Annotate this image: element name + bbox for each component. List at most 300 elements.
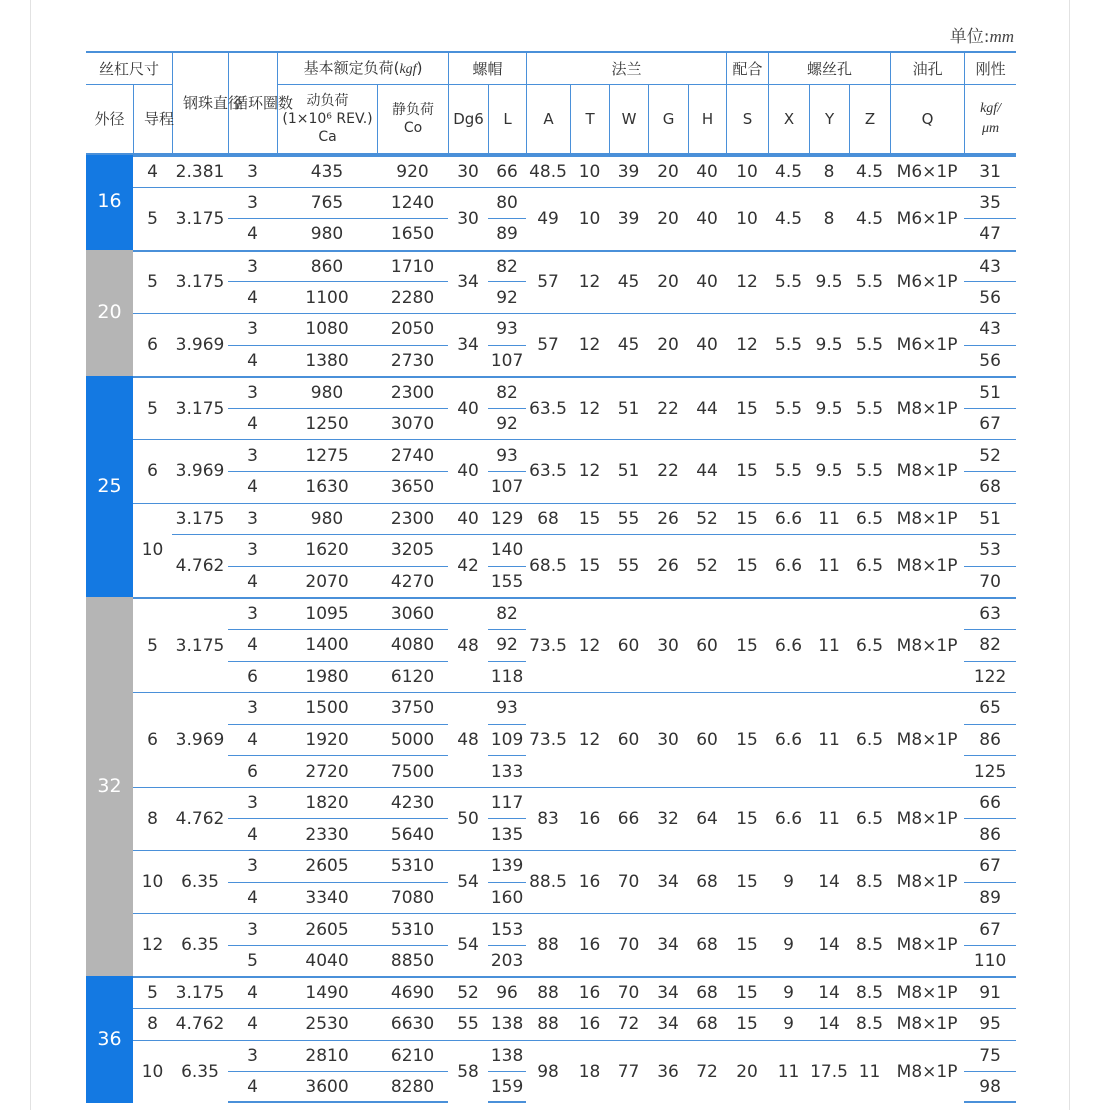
dynamic-load-cell: 3340 [277, 882, 377, 914]
dim-g-cell: 32 [648, 787, 688, 850]
nut-length-cell: 107 [488, 345, 526, 377]
rigidity-cell: 35 [964, 187, 1016, 219]
dim-g-cell: 30 [648, 597, 688, 692]
dim-a-cell: 68 [526, 503, 570, 535]
table-row [86, 850, 1016, 882]
circuits-cell: 3 [228, 1040, 277, 1072]
dynamic-load-cell: 860 [277, 250, 377, 282]
dim-g-cell: 36 [648, 1040, 688, 1103]
dynamic-load-cell: 2720 [277, 755, 377, 787]
load-rating-unit: kgf [399, 61, 417, 77]
circuits-cell: 4 [228, 345, 277, 377]
nut-length-cell: 160 [488, 882, 526, 914]
header-static-load [377, 85, 448, 155]
dim-q-cell: M8×1P [890, 376, 964, 439]
header-X: X [768, 85, 809, 155]
lead-cell: 5 [133, 376, 172, 439]
table-row [86, 976, 1016, 1008]
static-load-cell: 3070 [377, 408, 448, 440]
table-row [86, 313, 1016, 345]
rigidity-cell: 67 [964, 408, 1016, 440]
nut-length-cell: 129 [488, 503, 526, 535]
dim-x-cell: 6.6 [768, 503, 809, 535]
dim-t-cell: 16 [570, 1008, 609, 1040]
dynamic-load-cell: 980 [277, 503, 377, 535]
dim-h-cell: 40 [688, 187, 726, 250]
dim-y-cell: 14 [809, 913, 849, 976]
circuits-cell: 3 [228, 850, 277, 882]
dynamic-load-cell: 1275 [277, 439, 377, 471]
static-load-cell: 2300 [377, 503, 448, 535]
dim-q-cell: M6×1P [890, 313, 964, 376]
ball-dia-cell: 4.762 [172, 534, 228, 597]
dim-h-cell: 68 [688, 976, 726, 1008]
dim-y-cell: 9.5 [809, 313, 849, 376]
rigidity-cell: 98 [964, 1071, 1016, 1103]
dynamic-load-cell: 2605 [277, 850, 377, 882]
dim-z-cell: 6.5 [849, 503, 890, 535]
dim-t-cell: 12 [570, 597, 609, 692]
dim-w-cell: 70 [609, 976, 648, 1008]
nut-length-cell: 93 [488, 313, 526, 345]
ball-dia-cell: 6.35 [172, 850, 228, 913]
nut-length-cell: 96 [488, 976, 526, 1008]
dim-a-cell: 73.5 [526, 692, 570, 787]
dynamic-load-cell: 1095 [277, 597, 377, 629]
header-Q: Q [890, 85, 964, 155]
rigidity-unit-kgf: kgf/ [980, 101, 1002, 116]
header-T: T [570, 85, 609, 155]
dim-a-cell: 88 [526, 1008, 570, 1040]
nut-length-cell: 133 [488, 755, 526, 787]
dynamic-load-cell: 2070 [277, 566, 377, 598]
dg6-cell: 42 [448, 534, 488, 597]
dim-s-cell: 10 [726, 187, 768, 250]
nut-length-cell: 203 [488, 945, 526, 977]
dim-a-cell: 68.5 [526, 534, 570, 597]
dg6-cell: 30 [448, 155, 488, 187]
dim-y-cell: 9.5 [809, 250, 849, 313]
dim-x-cell: 6.6 [768, 692, 809, 787]
dim-x-cell: 5.5 [768, 376, 809, 439]
nut-length-cell: 92 [488, 408, 526, 440]
dim-a-cell: 48.5 [526, 155, 570, 187]
nut-length-cell: 82 [488, 376, 526, 408]
nut-length-cell: 82 [488, 250, 526, 282]
static-load-cell: 6630 [377, 1008, 448, 1040]
dim-y-cell: 14 [809, 976, 849, 1008]
circuits-cell: 6 [228, 661, 277, 693]
dim-a-cell: 88 [526, 976, 570, 1008]
dim-t-cell: 16 [570, 850, 609, 913]
dim-z-cell: 6.5 [849, 597, 890, 692]
dim-x-cell: 5.5 [768, 313, 809, 376]
dim-t-cell: 15 [570, 503, 609, 535]
dim-a-cell: 98 [526, 1040, 570, 1103]
dim-z-cell: 6.5 [849, 787, 890, 850]
rigidity-cell: 67 [964, 850, 1016, 882]
dim-w-cell: 72 [609, 1008, 648, 1040]
rigidity-cell: 89 [964, 882, 1016, 914]
rigidity-cell: 125 [964, 755, 1016, 787]
dim-h-cell: 60 [688, 597, 726, 692]
dim-s-cell: 15 [726, 376, 768, 439]
dim-w-cell: 39 [609, 187, 648, 250]
dim-s-cell: 15 [726, 787, 768, 850]
lead-cell: 5 [133, 250, 172, 313]
dim-a-cell: 83 [526, 787, 570, 850]
dim-y-cell: 17.5 [809, 1040, 849, 1103]
dynamic-load-cell: 1920 [277, 724, 377, 756]
header-dg6: Dg6 [448, 85, 488, 155]
dim-q-cell: M8×1P [890, 597, 964, 692]
dynamic-load-cell: 435 [277, 155, 377, 187]
dim-q-cell: M6×1P [890, 250, 964, 313]
circuits-cell: 4 [228, 882, 277, 914]
dim-x-cell: 4.5 [768, 155, 809, 187]
lead-cell: 12 [133, 913, 172, 976]
header-nut: 螺帽 [448, 53, 526, 85]
dim-x-cell: 5.5 [768, 439, 809, 502]
dim-t-cell: 12 [570, 250, 609, 313]
dim-t-cell: 12 [570, 313, 609, 376]
circuits-cell: 3 [228, 155, 277, 187]
rigidity-cell: 75 [964, 1040, 1016, 1072]
dim-t-cell: 16 [570, 976, 609, 1008]
dim-h-cell: 44 [688, 376, 726, 439]
static-load-cell: 5000 [377, 724, 448, 756]
load-rating-label: 基本额定负荷( [303, 58, 400, 77]
dim-z-cell: 8.5 [849, 976, 890, 1008]
dim-s-cell: 15 [726, 597, 768, 692]
dim-q-cell: M8×1P [890, 787, 964, 850]
dim-s-cell: 15 [726, 913, 768, 976]
dim-w-cell: 55 [609, 503, 648, 535]
ball-dia-cell: 3.175 [172, 376, 228, 439]
dynamic-load-cell: 980 [277, 376, 377, 408]
header-rigidity: 刚性 [964, 53, 1016, 85]
rigidity-cell: 43 [964, 250, 1016, 282]
ball-dia-cell: 6.35 [172, 913, 228, 976]
dim-z-cell: 5.5 [849, 376, 890, 439]
table-row [86, 913, 1016, 945]
dynamic-load-cell: 3600 [277, 1071, 377, 1103]
nut-length-cell: 93 [488, 692, 526, 724]
circuits-cell: 5 [228, 945, 277, 977]
rigidity-cell: 66 [964, 787, 1016, 819]
page-frame-left [30, 0, 31, 1110]
lead-cell: 6 [133, 313, 172, 376]
dim-w-cell: 77 [609, 1040, 648, 1103]
dim-q-cell: M8×1P [890, 850, 964, 913]
static-load-cell: 2730 [377, 345, 448, 377]
nut-length-cell: 92 [488, 281, 526, 313]
load-rating-suffix: ) [416, 58, 423, 77]
header-ball-dia: 钢珠直径 [172, 53, 228, 155]
nut-length-cell: 92 [488, 629, 526, 661]
nut-length-cell: 89 [488, 218, 526, 250]
dim-h-cell: 68 [688, 850, 726, 913]
nut-length-cell: 118 [488, 661, 526, 693]
dim-x-cell: 9 [768, 850, 809, 913]
dim-g-cell: 26 [648, 534, 688, 597]
dim-h-cell: 68 [688, 913, 726, 976]
nut-length-cell: 138 [488, 1008, 526, 1040]
static-load-cell: 5310 [377, 913, 448, 945]
dynamic-load-cell: 1100 [277, 281, 377, 313]
table-row [86, 692, 1016, 724]
lead-cell: 6 [133, 692, 172, 787]
ball-dia-cell: 4.762 [172, 787, 228, 850]
outer-diameter-cell: 32 [86, 597, 133, 976]
dim-z-cell: 4.5 [849, 187, 890, 250]
dim-a-cell: 63.5 [526, 376, 570, 439]
nut-length-cell: 139 [488, 850, 526, 882]
dim-a-cell: 73.5 [526, 597, 570, 692]
static-load-cell: 2280 [377, 281, 448, 313]
dim-a-cell: 88 [526, 913, 570, 976]
dim-a-cell: 49 [526, 187, 570, 250]
dim-q-cell: M8×1P [890, 913, 964, 976]
ball-dia-cell: 6.35 [172, 1040, 228, 1103]
dg6-cell: 48 [448, 692, 488, 787]
dim-s-cell: 12 [726, 250, 768, 313]
dim-x-cell: 9 [768, 913, 809, 976]
circuits-cell: 3 [228, 313, 277, 345]
header-A: A [526, 85, 570, 155]
dg6-cell: 54 [448, 913, 488, 976]
static-load-cell: 6210 [377, 1040, 448, 1072]
header-row-1 [86, 53, 1016, 85]
dim-q-cell: M8×1P [890, 1008, 964, 1040]
dim-w-cell: 70 [609, 850, 648, 913]
dynamic-load-cell: 2530 [277, 1008, 377, 1040]
dim-q-cell: M8×1P [890, 534, 964, 597]
header-S: S [726, 85, 768, 155]
rigidity-cell: 56 [964, 345, 1016, 377]
outer-diameter-cell: 20 [86, 250, 133, 376]
rigidity-cell: 86 [964, 724, 1016, 756]
dim-h-cell: 68 [688, 1008, 726, 1040]
dim-z-cell: 8.5 [849, 1008, 890, 1040]
dim-s-cell: 15 [726, 503, 768, 535]
dim-h-cell: 52 [688, 534, 726, 597]
outer-diameter-cell: 16 [86, 155, 133, 250]
circuits-cell: 4 [228, 566, 277, 598]
nut-length-cell: 66 [488, 155, 526, 187]
rigidity-cell: 53 [964, 534, 1016, 566]
ball-dia-cell: 3.175 [172, 250, 228, 313]
lead-cell: 10 [133, 850, 172, 913]
rigidity-cell: 91 [964, 976, 1016, 1008]
dynamic-load-rev: (1×10⁶ REV.) [282, 111, 373, 127]
dim-y-cell: 11 [809, 534, 849, 597]
static-load-cell: 3205 [377, 534, 448, 566]
dim-q-cell: M6×1P [890, 187, 964, 250]
dynamic-load-cell: 1620 [277, 534, 377, 566]
circuits-cell: 3 [228, 503, 277, 535]
dim-g-cell: 34 [648, 850, 688, 913]
static-load-label: 静负荷 [392, 102, 435, 118]
page-frame-right [1069, 0, 1070, 1110]
dim-h-cell: 60 [688, 692, 726, 787]
dg6-cell: 52 [448, 976, 488, 1008]
header-outer-dia: 外径 [86, 85, 133, 155]
dg6-cell: 40 [448, 439, 488, 502]
dim-w-cell: 51 [609, 376, 648, 439]
dim-x-cell: 5.5 [768, 250, 809, 313]
circuits-cell: 3 [228, 913, 277, 945]
static-load-cell: 920 [377, 155, 448, 187]
dim-g-cell: 34 [648, 976, 688, 1008]
dim-s-cell: 15 [726, 692, 768, 787]
dim-s-cell: 10 [726, 155, 768, 187]
rigidity-cell: 43 [964, 313, 1016, 345]
dim-g-cell: 20 [648, 250, 688, 313]
dim-h-cell: 64 [688, 787, 726, 850]
table-row [86, 187, 1016, 219]
dim-g-cell: 22 [648, 376, 688, 439]
spec-table-body [86, 155, 1016, 1103]
lead-cell: 6 [133, 439, 172, 502]
table-row [86, 250, 1016, 282]
rigidity-cell: 31 [964, 155, 1016, 187]
static-load-cell: 1710 [377, 250, 448, 282]
dim-q-cell: M8×1P [890, 503, 964, 535]
dim-h-cell: 52 [688, 503, 726, 535]
table-row [86, 1040, 1016, 1072]
dim-x-cell: 6.6 [768, 534, 809, 597]
static-load-cell: 1650 [377, 218, 448, 250]
dim-x-cell: 9 [768, 976, 809, 1008]
dim-s-cell: 15 [726, 1008, 768, 1040]
dim-g-cell: 30 [648, 692, 688, 787]
circuits-cell: 6 [228, 755, 277, 787]
rigidity-unit-um: μm [982, 121, 1000, 136]
dynamic-load-cell: 1500 [277, 692, 377, 724]
dim-h-cell: 72 [688, 1040, 726, 1103]
lead-cell: 8 [133, 787, 172, 850]
dg6-cell: 30 [448, 187, 488, 250]
circuits-cell: 3 [228, 534, 277, 566]
dim-a-cell: 57 [526, 313, 570, 376]
static-load-cell: 5310 [377, 850, 448, 882]
dim-t-cell: 12 [570, 439, 609, 502]
dim-s-cell: 15 [726, 976, 768, 1008]
dim-y-cell: 11 [809, 597, 849, 692]
dim-q-cell: M8×1P [890, 692, 964, 787]
dim-t-cell: 12 [570, 376, 609, 439]
header-lead: 导程 [133, 85, 172, 155]
dynamic-load-cell: 1400 [277, 629, 377, 661]
static-load-cell: 4230 [377, 787, 448, 819]
rigidity-cell: 47 [964, 218, 1016, 250]
ball-dia-cell: 3.175 [172, 187, 228, 250]
dim-w-cell: 60 [609, 692, 648, 787]
header-W: W [609, 85, 648, 155]
rigidity-cell: 56 [964, 281, 1016, 313]
dim-z-cell: 5.5 [849, 313, 890, 376]
unit-note [950, 22, 1014, 47]
dim-y-cell: 8 [809, 155, 849, 187]
dim-t-cell: 16 [570, 787, 609, 850]
table-row [86, 1008, 1016, 1040]
dynamic-load-cell: 1380 [277, 345, 377, 377]
ball-dia-cell: 3.175 [172, 503, 228, 535]
static-load-cell: 3650 [377, 471, 448, 503]
table-row [86, 787, 1016, 819]
dim-z-cell: 5.5 [849, 439, 890, 502]
dim-y-cell: 9.5 [809, 376, 849, 439]
circuits-cell: 3 [228, 250, 277, 282]
dim-g-cell: 26 [648, 503, 688, 535]
ball-dia-cell: 3.969 [172, 313, 228, 376]
static-load-cell: 3750 [377, 692, 448, 724]
dim-x-cell: 4.5 [768, 187, 809, 250]
rigidity-cell: 82 [964, 629, 1016, 661]
dim-h-cell: 40 [688, 313, 726, 376]
dim-y-cell: 11 [809, 503, 849, 535]
dim-w-cell: 51 [609, 439, 648, 502]
dim-z-cell: 11 [849, 1040, 890, 1103]
rigidity-cell: 95 [964, 1008, 1016, 1040]
header-G: G [648, 85, 688, 155]
dim-t-cell: 15 [570, 534, 609, 597]
rigidity-cell: 51 [964, 376, 1016, 408]
table-row [86, 503, 1016, 535]
nut-length-cell: 93 [488, 439, 526, 471]
static-load-cell: 7500 [377, 755, 448, 787]
dim-a-cell: 63.5 [526, 439, 570, 502]
circuits-cell: 4 [228, 818, 277, 850]
rigidity-cell: 68 [964, 471, 1016, 503]
dim-s-cell: 15 [726, 439, 768, 502]
static-load-cell: 2300 [377, 376, 448, 408]
lead-cell: 10 [133, 503, 172, 598]
nut-length-cell: 159 [488, 1071, 526, 1103]
circuits-cell: 3 [228, 692, 277, 724]
dim-s-cell: 15 [726, 850, 768, 913]
circuits-cell: 3 [228, 597, 277, 629]
lead-cell: 10 [133, 1040, 172, 1103]
header-H: H [688, 85, 726, 155]
outer-diameter-cell: 25 [86, 376, 133, 597]
dim-x-cell: 9 [768, 1008, 809, 1040]
rigidity-cell: 65 [964, 692, 1016, 724]
static-load-cell: 8280 [377, 1071, 448, 1103]
dim-y-cell: 14 [809, 1008, 849, 1040]
table-row [86, 439, 1016, 471]
dynamic-load-cell: 2605 [277, 913, 377, 945]
static-load-cell: 5640 [377, 818, 448, 850]
dim-y-cell: 11 [809, 692, 849, 787]
ball-dia-cell: 3.175 [172, 597, 228, 692]
table-row [86, 597, 1016, 629]
nut-length-cell: 109 [488, 724, 526, 756]
dynamic-load-cell: 980 [277, 218, 377, 250]
dg6-cell: 54 [448, 850, 488, 913]
dim-t-cell: 18 [570, 1040, 609, 1103]
dim-h-cell: 40 [688, 250, 726, 313]
circuits-cell: 4 [228, 976, 277, 1008]
dg6-cell: 34 [448, 313, 488, 376]
dynamic-load-cell: 2330 [277, 818, 377, 850]
header-oil-hole: 油孔 [890, 53, 964, 85]
dim-s-cell: 15 [726, 534, 768, 597]
rigidity-cell: 63 [964, 597, 1016, 629]
header-Y: Y [809, 85, 849, 155]
header-L: L [488, 85, 526, 155]
